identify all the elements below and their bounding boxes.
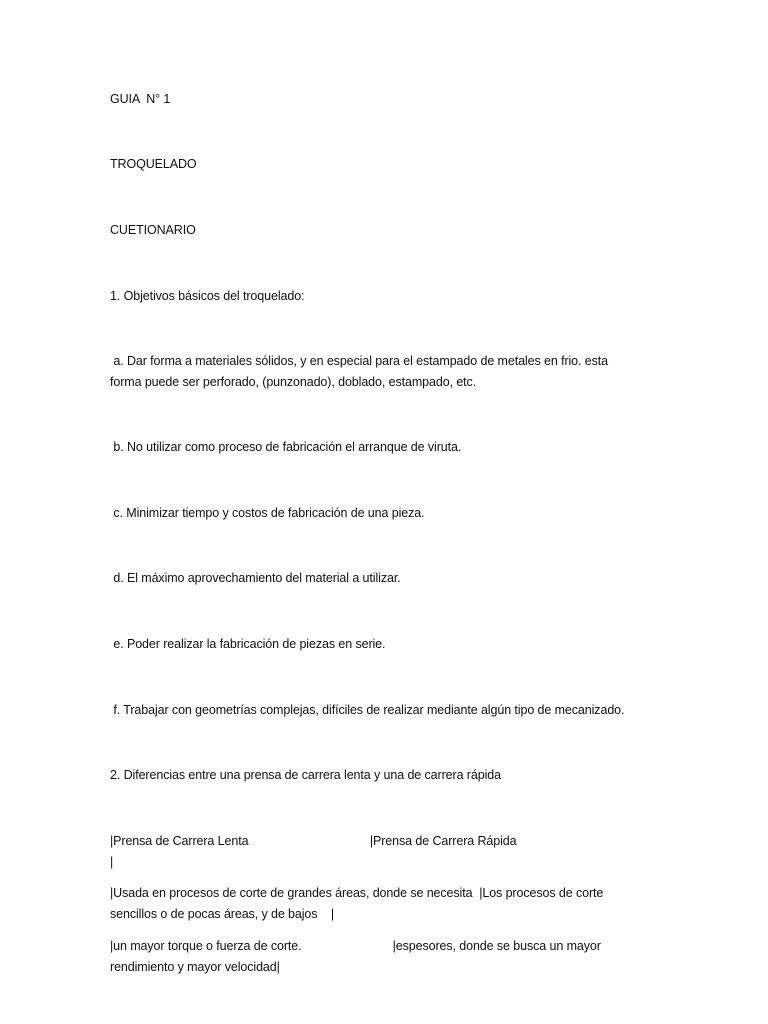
table-row2-line1: |un mayor torque o fuerza de corte. |espesores, donde se busca un mayor — [110, 939, 601, 953]
table-row1-line1: |Usada en procesos de corte de grandes áreas, donde se necesita |Los procesos de corte — [110, 886, 604, 900]
table-header-line1: |Prensa de Carrera Lenta |Prensa de Carrera Rápida — [110, 834, 517, 848]
objective-f: f. Trabajar con geometrías complejas, difíciles de realizar mediante algún tipo de mecanizado. — [110, 703, 625, 717]
table-header-line2: | — [110, 855, 114, 869]
objective-a-line1: a. Dar forma a materiales sólidos, y en especial para el estampado de metales en frio. esta — [110, 354, 609, 368]
objective-c: c. Minimizar tiempo y costos de fabricación de una pieza. — [110, 506, 425, 520]
table-row2-line2: rendimiento y mayor velocidad| — [110, 960, 280, 974]
section-heading: CUETIONARIO — [110, 223, 196, 237]
question-1: 1. Objetivos básicos del troquelado: — [110, 289, 305, 303]
objective-e: e. Poder realizar la fabricación de piezas en serie. — [110, 637, 386, 651]
question-2: 2. Diferencias entre una prensa de carrera lenta y una de carrera rápida — [110, 768, 501, 782]
topic-heading: TROQUELADO — [110, 157, 197, 171]
table-row1-line2: sencillos o de pocas áreas, y de bajos | — [110, 907, 335, 921]
guide-title: GUIA N° 1 — [110, 92, 171, 106]
objective-d: d. El máximo aprovechamiento del material a utilizar. — [110, 571, 401, 585]
objective-a-line2: forma puede ser perforado, (punzonado), doblado, estampado, etc. — [110, 375, 477, 389]
objective-b: b. No utilizar como proceso de fabricación el arranque de viruta. — [110, 440, 462, 454]
